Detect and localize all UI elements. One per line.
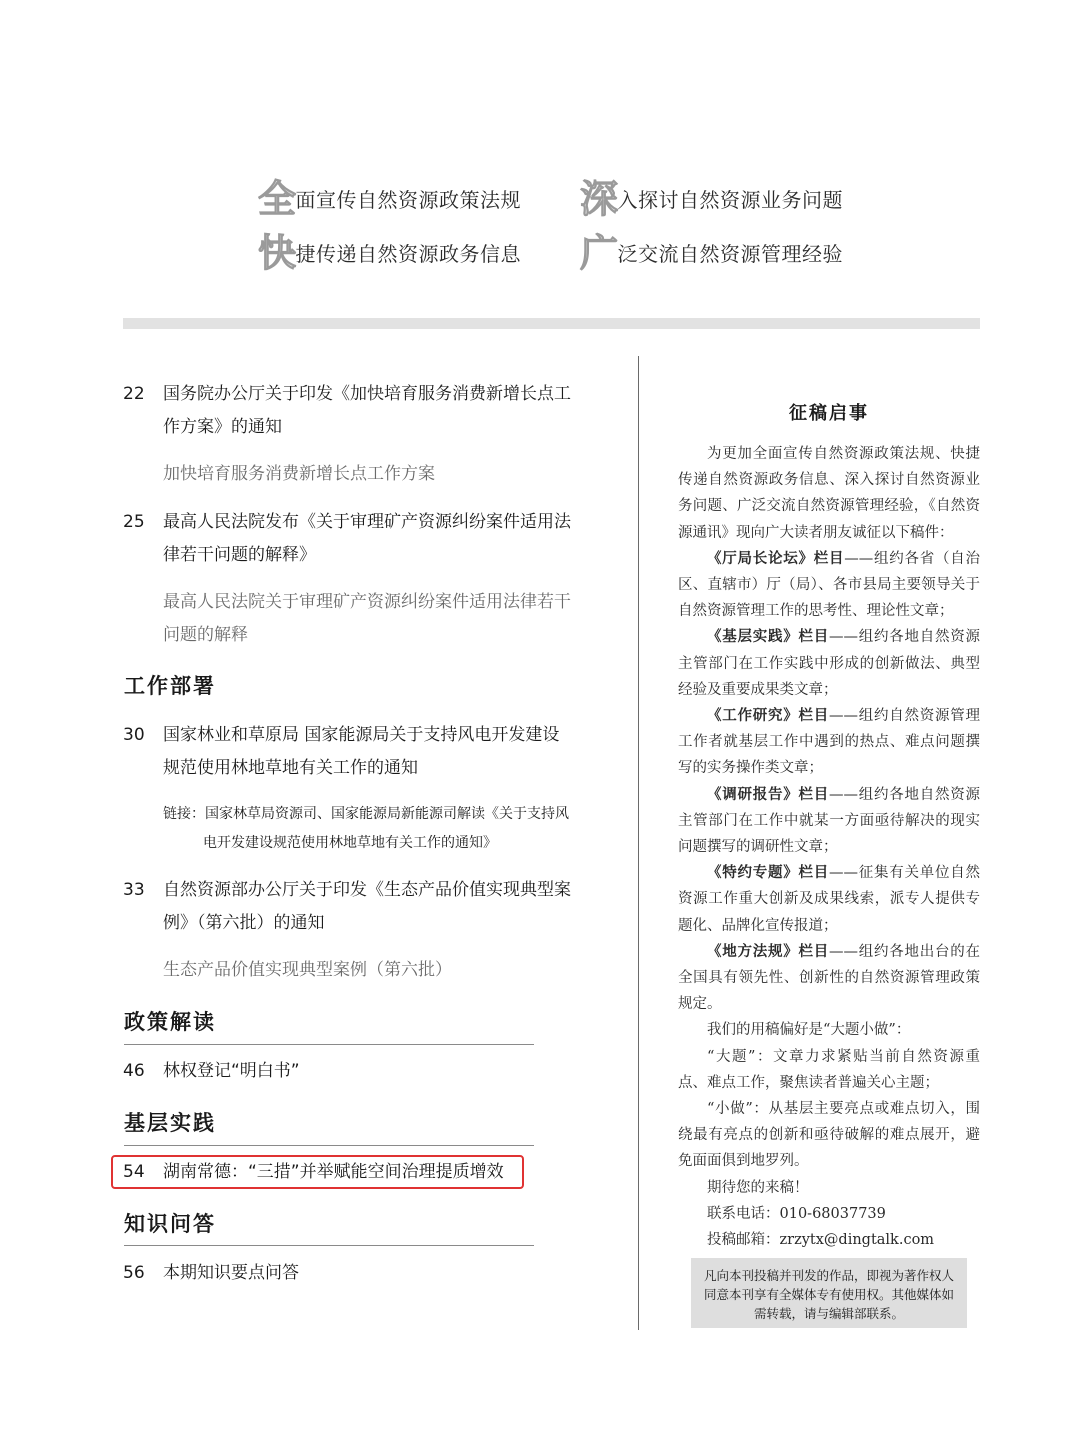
toc-entry-30[interactable] (123, 719, 613, 785)
entry-title-line: 自然资源部办公厅关于印发《生态产品价值实现典型案 (163, 880, 571, 900)
page-number: 54 (123, 1162, 145, 1182)
call-for-papers-title: 征稿启事 (789, 403, 869, 424)
slogan-3 (258, 222, 521, 277)
toc-entry-56[interactable] (123, 1257, 613, 1290)
column-name: 《地方法规》栏目 (707, 942, 829, 960)
preference-small: “小做”：从基层主要亮点或难点切入，围绕最有亮点的创新和亟待破解的难点展开，避免面面俱到地罗列。 (678, 1101, 980, 1170)
page-number: 56 (123, 1263, 145, 1283)
entry-title-line: 例》（第六批）的通知 (163, 913, 325, 933)
slogan-2 (580, 168, 843, 223)
column-3 (678, 703, 980, 782)
sub-line: 问题的解释 (163, 625, 248, 645)
column-6 (678, 939, 980, 1018)
column-name: 《厅局长论坛》栏目 (707, 549, 845, 567)
copyright-notice: 凡向本刊投稿并刊发的作品，即视为著作权人同意本刊享有全媒体专有使用权。其他媒体如需转载，请与编辑部联系。 (691, 1258, 967, 1328)
column-desc: ——组约各地出台的在全国具有领先性、创新性的自然资源管理政策规定。 (678, 943, 980, 1013)
section-underline (124, 1044, 534, 1045)
entry-title-line: 作方案》的通知 (163, 417, 282, 437)
page-number: 25 (123, 512, 145, 532)
toc-sub-22: 加快培育服务消费新增长点工作方案 (163, 464, 435, 484)
slogan-1-initial: 全 (258, 177, 297, 221)
header-divider-bar (123, 318, 980, 329)
slogan-4-initial: 广 (580, 231, 619, 275)
column-desc: ——组约自然资源管理工作者就基层工作中遇到的热点、难点问题撰写的实务操作类文章； (678, 708, 980, 777)
slogan-1 (258, 168, 521, 223)
slogan-4-text: 泛交流自然资源管理经验 (617, 242, 844, 266)
toc-sub-33: 生态产品价值实现典型案例（第六批） (163, 960, 452, 980)
column-desc: ——征集有关单位自然资源工作重大创新及成果线索，派专人提供专题化、品牌化宣传报道； (678, 865, 980, 934)
entry-title: 林权登记“明白书” (163, 1061, 300, 1081)
closing-line: 期待您的来稿！ (707, 1179, 809, 1196)
column-2 (678, 624, 980, 703)
column-desc: ——组约各省（自治区、直辖市）厅（局）、各市县局主要领导关于自然资源管理工作的思考性、理论性文章； (678, 550, 980, 620)
page-number: 30 (123, 725, 145, 745)
toc-sub-25 (163, 586, 613, 652)
column-name: 《基层实践》栏目 (707, 628, 829, 646)
column-divider (638, 356, 639, 1330)
page-number: 33 (123, 880, 145, 900)
toc-entry-22[interactable] (123, 378, 613, 444)
entry-title: 湖南常德：“三措”并举赋能空间治理提质增效 (163, 1162, 504, 1182)
toc-entry-25[interactable] (123, 506, 613, 572)
contact-email: 投稿邮箱：zrzytx@dingtalk.com (707, 1232, 935, 1249)
section-heading-work: 工作部署 (124, 674, 216, 698)
entry-title-line: 律若干问题的解释》 (163, 545, 316, 565)
column-5 (678, 860, 980, 939)
entry-title-line: 最高人民法院发布《关于审理矿产资源纠纷案件适用法 (163, 512, 571, 532)
section-underline (124, 1245, 534, 1246)
slogan-2-text: 入探讨自然资源业务问题 (617, 188, 844, 212)
entry-title (163, 506, 613, 572)
link-line: 电开发建设规范使用林地草地有关工作的通知》 (203, 835, 497, 851)
column-name: 《特约专题》栏目 (707, 864, 829, 882)
section-heading-grassroots: 基层实践 (124, 1111, 216, 1135)
section-heading-qa: 知识问答 (124, 1212, 216, 1236)
sub-line: 最高人民法院关于审理矿产资源纠纷案件适用法律若干 (163, 592, 571, 612)
entry-title-line: 国家林业和草原局 国家能源局关于支持风电开发建设 (163, 725, 560, 745)
section-underline (124, 1145, 534, 1146)
section-heading-policy: 政策解读 (124, 1010, 216, 1034)
toc-entry-46[interactable] (123, 1055, 613, 1088)
slogan-3-initial: 快 (258, 231, 297, 275)
contact-phone: 联系电话：010-68037739 (707, 1205, 886, 1222)
column-desc: ——组约各地自然资源主管部门在工作中就某一方面亟待解决的现实问题撰写的调研性文章； (678, 786, 980, 856)
toc-link-30[interactable] (163, 800, 613, 858)
column-name: 《调研报告》栏目 (707, 785, 829, 803)
preference: 我们的用稿偏好是“大题小做”： (707, 1022, 911, 1039)
toc-entry-54[interactable] (123, 1156, 613, 1189)
call-intro: 为更加全面宣传自然资源政策法规、快捷传递自然资源政务信息、深入探讨自然资源业务问题、广泛交流自然资源管理经验，《自然资源通讯》现向广大读者朋友诚征以下稿件： (678, 446, 980, 541)
column-4 (678, 782, 980, 861)
preference-big: “大题”：文章力求紧贴当前自然资源重点、难点工作，聚焦读者普遍关心主题； (678, 1048, 980, 1091)
entry-title (163, 378, 613, 444)
entry-title-line: 国务院办公厅关于印发《加快培育服务消费新增长点工 (163, 384, 571, 404)
call-for-papers-body (678, 441, 980, 1253)
column-name: 《工作研究》栏目 (707, 707, 829, 725)
entry-title: 本期知识要点问答 (163, 1263, 299, 1283)
column-desc: ——组约各地自然资源主管部门在工作实践中形成的创新做法、典型经验及重要成果类文章； (678, 629, 980, 698)
slogan-2-initial: 深 (580, 177, 619, 221)
slogan-1-text: 面宣传自然资源政策法规 (295, 188, 522, 212)
toc-entry-33[interactable] (123, 874, 613, 940)
entry-title (163, 874, 613, 940)
link-line: 链接：国家林草局资源司、国家能源局新能源司解读《关于支持风 (163, 806, 569, 822)
entry-title (163, 719, 613, 785)
slogan-3-text: 捷传递自然资源政务信息 (295, 242, 522, 266)
entry-title-line: 规范使用林地草地有关工作的通知 (163, 758, 418, 778)
page-number: 46 (123, 1061, 145, 1081)
page-number: 22 (123, 384, 145, 404)
column-1 (678, 546, 980, 625)
slogan-4 (580, 222, 843, 277)
